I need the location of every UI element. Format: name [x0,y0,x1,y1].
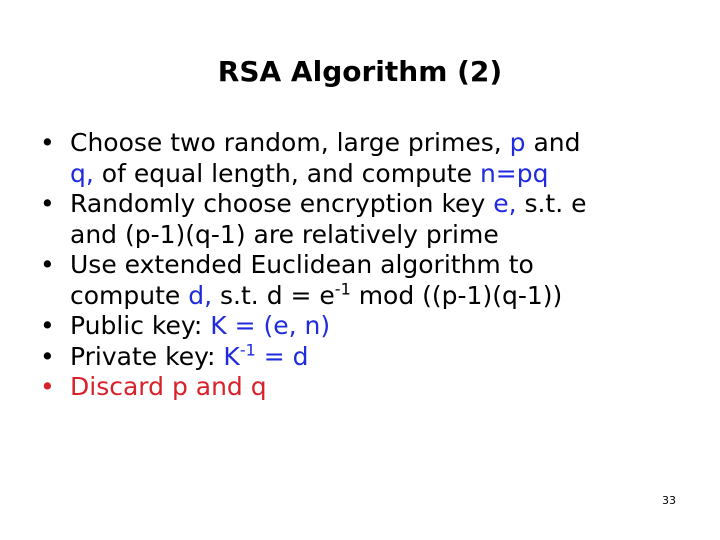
var-n-equation: n=pq [479,158,549,188]
bullet-item-discard [40,372,700,403]
bullet-text: Public key: [70,311,211,340]
bullet-text: and (p-1)(q-1) are relatively prime [70,219,499,249]
bullet-text: Discard p and q [70,372,267,401]
bullet-text: Randomly choose encryption key [70,189,494,218]
bullet-text: mod ((p-1)(q-1)) [350,280,563,310]
bullet-text: s.t. d = e [212,280,335,310]
bullet-text: Use extended Euclidean algorithm to [70,250,534,279]
bullet-item-choose-primes [40,128,700,189]
bullet-icon: • [40,128,55,157]
bullet-icon: • [40,341,55,371]
bullet-item-public-key [40,311,700,342]
bullet-text: compute [70,280,189,310]
bullet-text: s.t. e [516,189,587,218]
bullet-text: and [525,128,581,157]
bullet-text: of equal length, and compute [93,158,480,188]
private-key-symbol: $K^{-1} = d$ [223,340,309,371]
var-q: q, [70,158,94,188]
bullet-icon: • [40,250,55,279]
var-d: d, [188,280,213,310]
bullet-list [40,128,700,403]
superscript-inverse: -1 [239,340,256,360]
bullet-icon: • [40,311,55,340]
bullet-item-private-key [40,342,700,373]
bullet-item-choose-e [40,189,700,250]
bullet-text: Private key: [70,341,224,371]
var-e: e, [493,189,517,218]
bullet-icon: • [40,189,55,218]
page-number: 33 [662,494,676,507]
superscript-inverse: -1 [334,279,351,299]
slide-title: RSA Algorithm (2) [217,55,503,88]
var-p: p [509,128,526,157]
public-key-value: K = (e, n) [210,311,331,340]
bullet-text: Choose two random, large primes, [70,128,510,157]
bullet-icon: • [40,372,55,401]
bullet-item-compute-d [40,250,700,311]
